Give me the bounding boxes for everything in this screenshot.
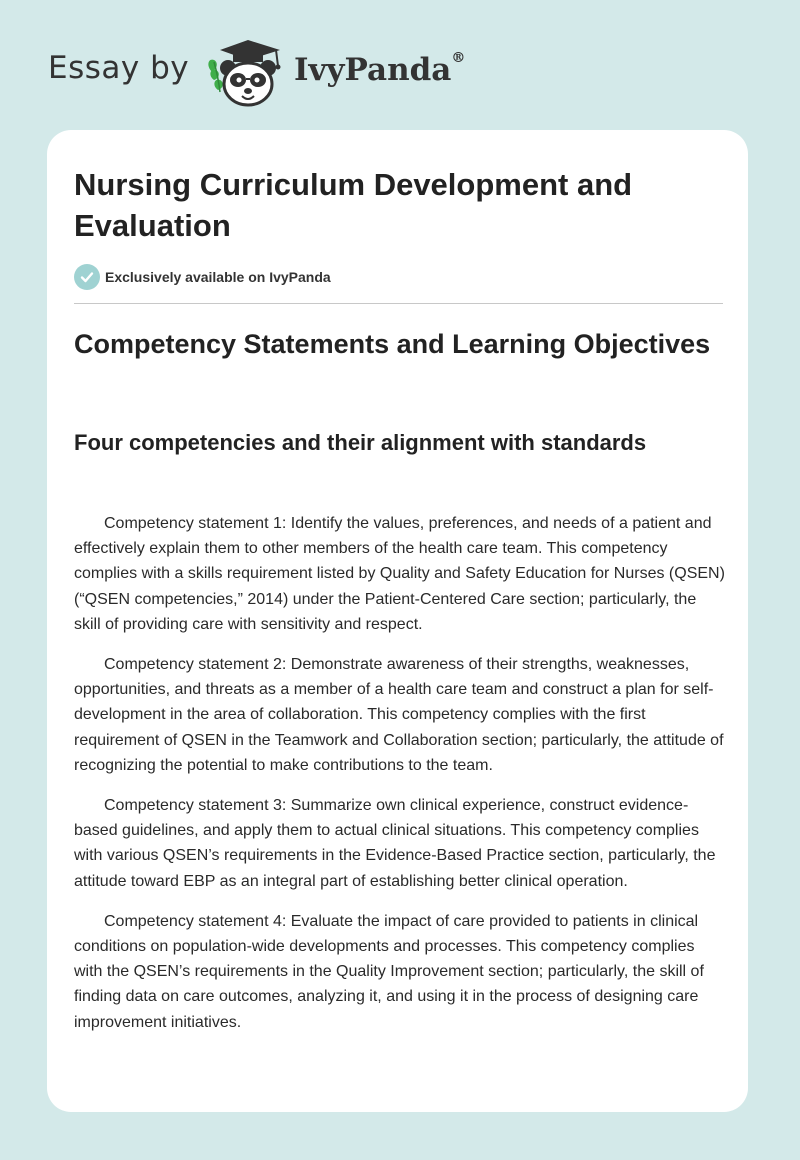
- registered-mark: ®: [451, 50, 466, 66]
- essay-card: [47, 130, 748, 1112]
- exclusive-badge: [74, 264, 331, 290]
- brand-logo-text[interactable]: [294, 52, 465, 88]
- paragraph: Competency statement 2: Demonstrate awareness of their strengths, weaknesses, opportunities, and threats as a member of a health care team and construct a plan for self-development in the area of collaboration. This competency complies with the first requirement of QSEN in the Teamwork and Collaboration section; particularly, the attitude of recognizing the potential to make contributions to the team.: [74, 656, 724, 774]
- brand-name: IvyPanda: [294, 52, 452, 88]
- title-divider: [74, 303, 723, 304]
- paragraph: Competency statement 3: Summarize own clinical experience, construct evidence-based guidelines, and apply them to actual clinical situations. This competency complies with various QSEN’s requirements in the Evidence-Based Practice section, particularly, the attitude toward EBP as an integral part of establishing better clinical operation.: [74, 797, 716, 890]
- site-header: [0, 0, 800, 130]
- paragraph: Competency statement 1: Identify the values, preferences, and needs of a patient and effectively explain them to other members of the health care team. This competency complies with a skills requirement listed by Quality and Safety Education for Nurses (QSEN) (“QSEN competencies,” 2014) under the Patient-Centered Care section; particularly, the skill of providing care with sensitivity and respect.: [74, 515, 725, 633]
- essay-title: Nursing Curriculum Development and Evaluation: [74, 167, 633, 243]
- paragraph: Competency statement 4: Evaluate the impact of care provided to patients in clinical conditions on population-wide developments and processes. This competency complies with the QSEN’s requirements in the Quality Improvement section; particularly, the skill of finding data on care outcomes, analyzing it, and using it in the process of designing care improvement initiatives.: [74, 912, 704, 1031]
- essay-body: [74, 511, 726, 1050]
- subsection-heading: Four competencies and their alignment with standards: [74, 430, 647, 455]
- badge-label: Exclusively available on IvyPanda: [105, 269, 331, 285]
- essay-by-label: Essay by: [48, 50, 190, 86]
- checkmark-icon: [74, 264, 100, 290]
- panda-graduate-logo-icon[interactable]: [200, 36, 292, 108]
- section-heading: Competency Statements and Learning Objectives: [74, 329, 711, 359]
